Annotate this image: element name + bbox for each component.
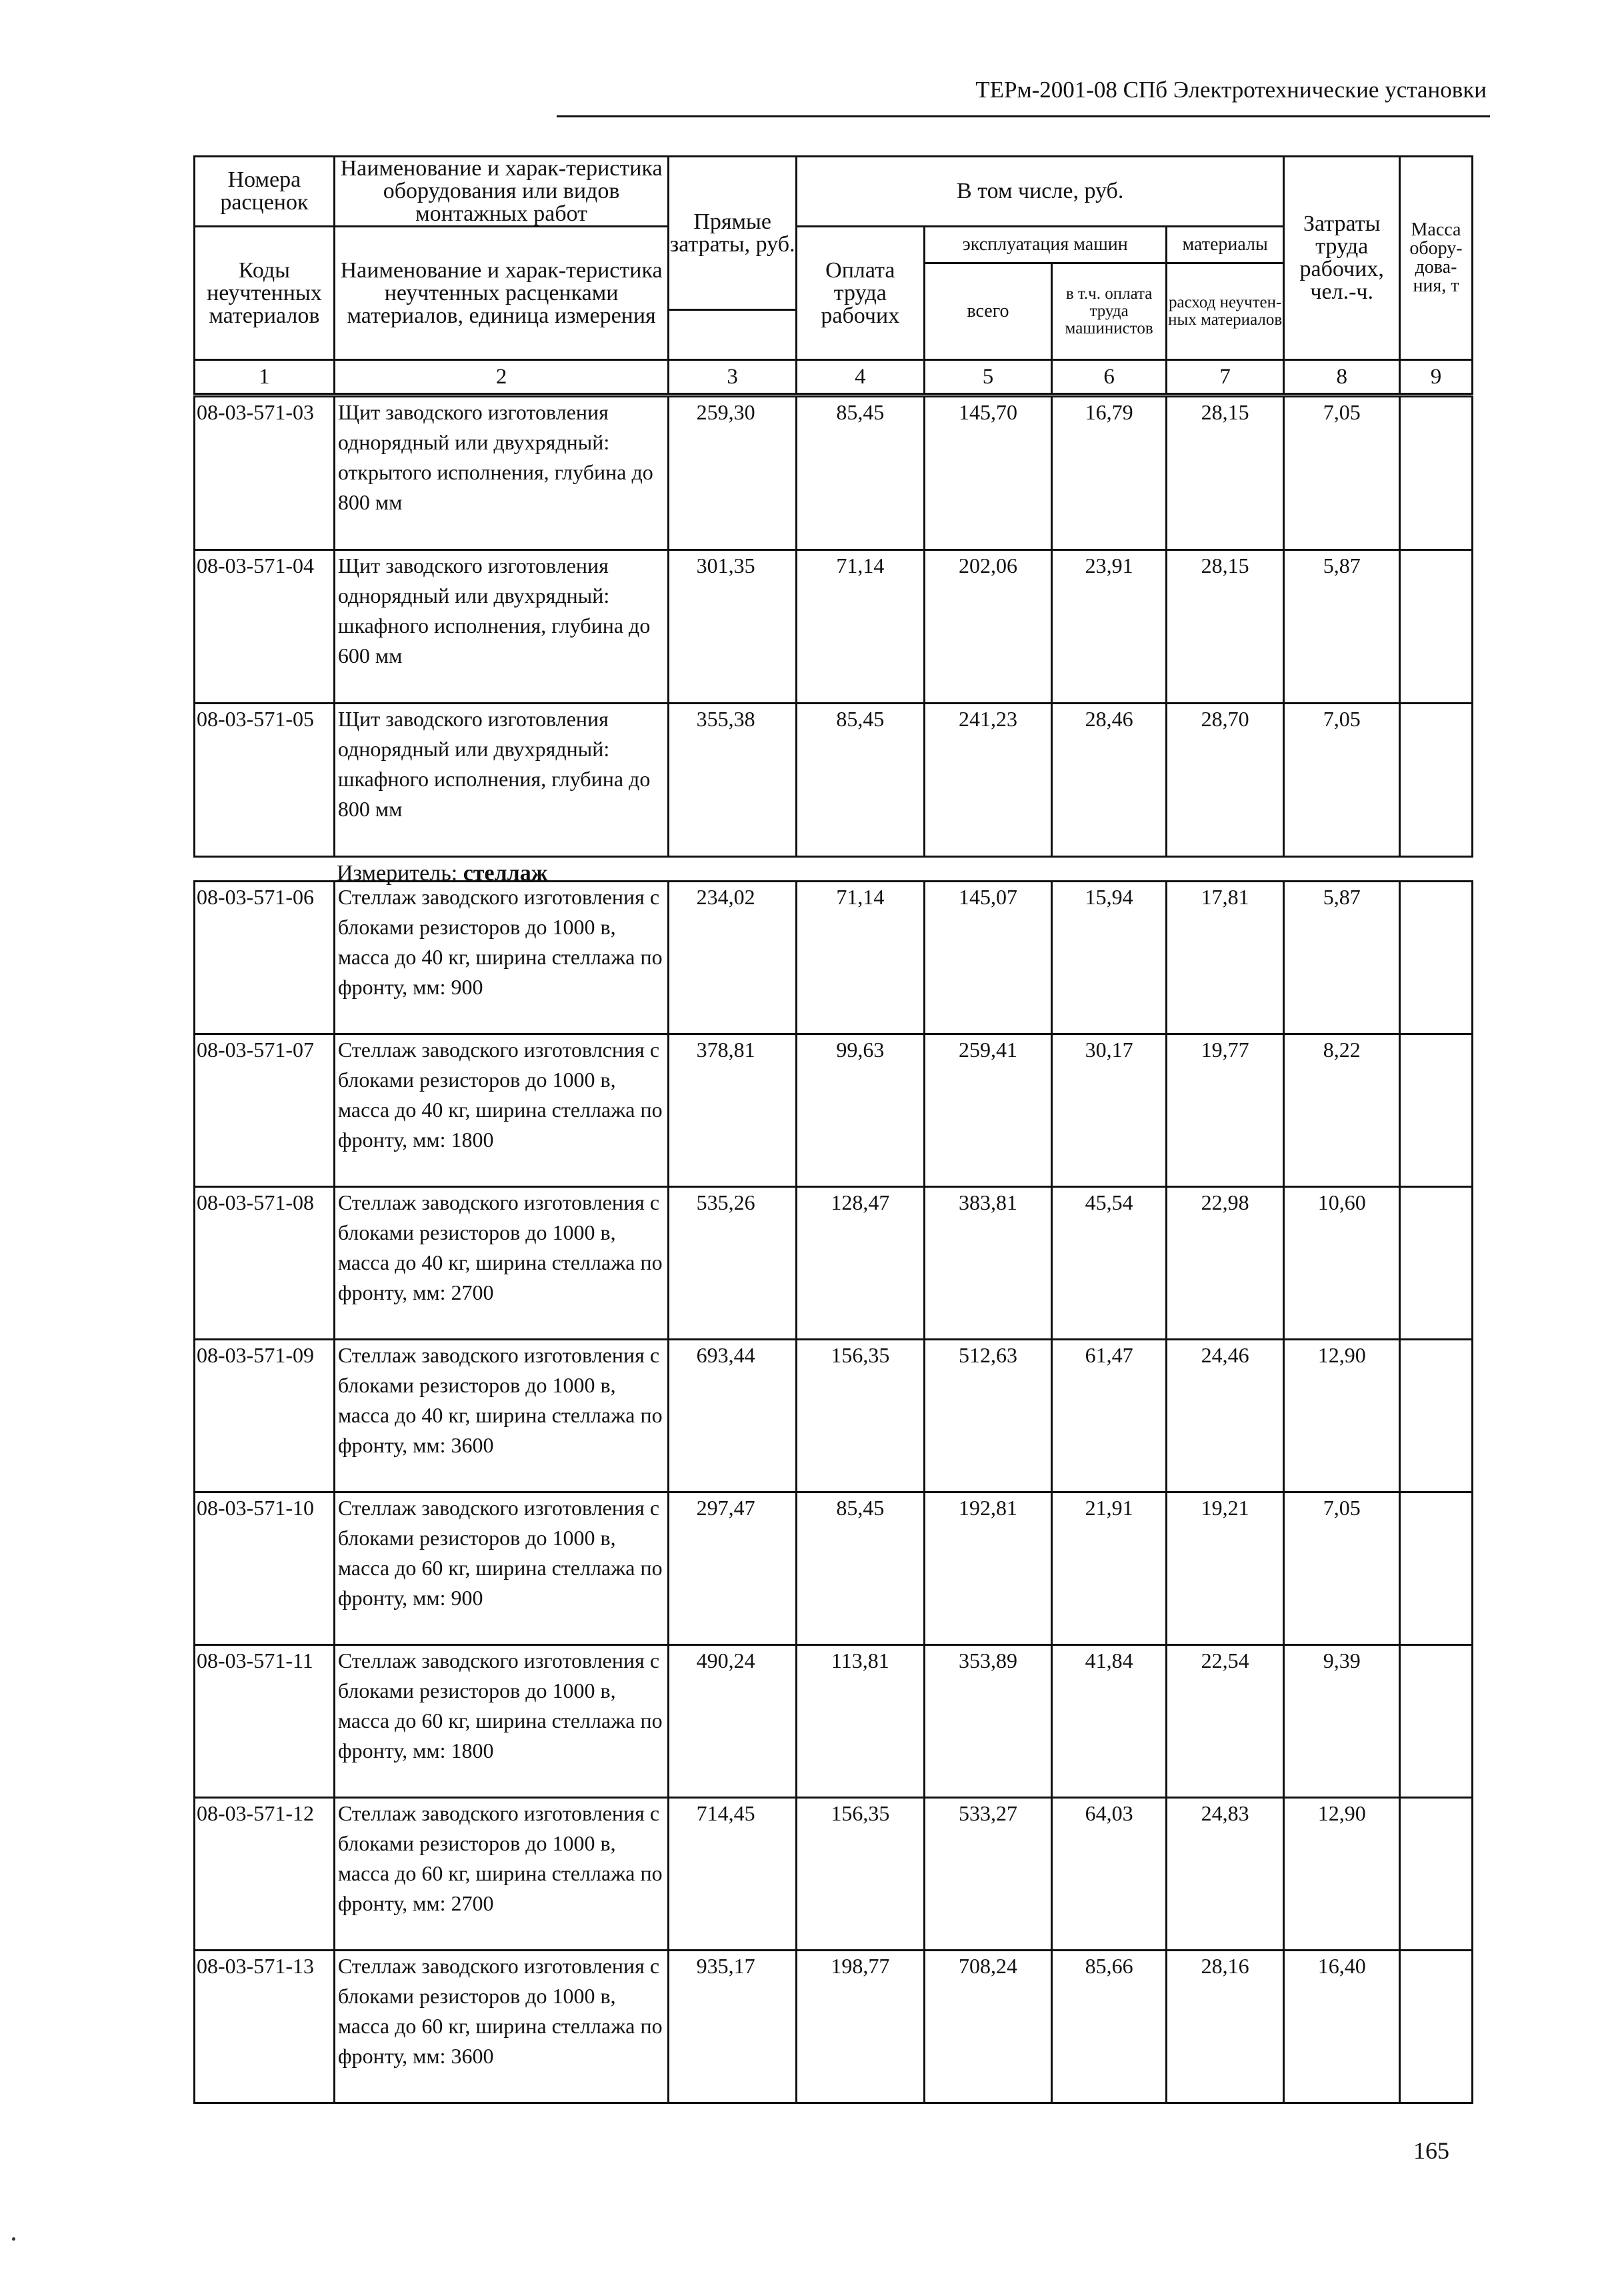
direct-costs-cell: 378,81	[669, 1034, 797, 1187]
direct-costs-cell: 490,24	[669, 1645, 797, 1798]
equipment-mass-cell	[1399, 882, 1472, 1034]
table-row	[195, 1340, 1473, 1492]
rate-code-cell: 08-03-571-05	[195, 704, 335, 857]
work-name-cell: Стеллаж заводского изготовления с блоками резисторов до 1000 в, масса до 40 кг, ширина стеллажа по фронту, мм: 2700	[334, 1187, 668, 1340]
operator-pay-cell: 16,79	[1052, 397, 1167, 550]
column-number: 8	[1284, 360, 1400, 394]
rate-code-cell: 08-03-571-07	[195, 1034, 335, 1187]
rate-code-cell: 08-03-571-09	[195, 1340, 335, 1492]
equipment-mass-cell	[1399, 1034, 1472, 1187]
operator-pay-cell: 15,94	[1052, 882, 1167, 1034]
equipment-mass-cell	[1399, 1340, 1472, 1492]
scan-speck	[12, 2237, 15, 2241]
labor-hours-cell: 12,90	[1284, 1798, 1400, 1951]
equipment-mass-cell	[1399, 1645, 1472, 1798]
rate-code-cell: 08-03-571-11	[195, 1645, 335, 1798]
table-row	[195, 1951, 1473, 2103]
table-body-racks	[193, 880, 1473, 2104]
rate-code-cell: 08-03-571-06	[195, 882, 335, 1034]
direct-costs-cell: 714,45	[669, 1798, 797, 1951]
header-rule	[557, 115, 1490, 117]
rate-code-cell: 08-03-571-03	[195, 397, 335, 550]
direct-costs-cell: 535,26	[669, 1187, 797, 1340]
measure-prefix: Измеритель:	[337, 861, 463, 886]
labor-pay-cell: 71,14	[796, 882, 924, 1034]
materials-cell: 17,81	[1166, 882, 1284, 1034]
column-number: 7	[1166, 360, 1284, 394]
machine-total-cell: 708,24	[924, 1951, 1052, 2103]
rate-code-cell: 08-03-571-08	[195, 1187, 335, 1340]
materials-cell: 22,98	[1166, 1187, 1284, 1340]
labor-hours-cell: 5,87	[1284, 882, 1400, 1034]
table-row	[195, 1645, 1473, 1798]
operator-pay-cell: 21,91	[1052, 1492, 1167, 1645]
header-work-name: Наименование и харак-теристика оборудования или видов монтажных работ	[334, 157, 668, 227]
operator-pay-cell: 61,47	[1052, 1340, 1167, 1492]
machine-total-cell: 145,07	[924, 882, 1052, 1034]
work-name-cell: Щит заводского изготовления однорядный или двухрядный: открытого исполнения, глубина до 800 мм	[334, 397, 668, 550]
machine-total-cell: 353,89	[924, 1645, 1052, 1798]
header-operator-pay: в т.ч. оплата труда машинистов	[1052, 263, 1167, 360]
operator-pay-cell: 28,46	[1052, 704, 1167, 857]
header-material-name: Наименование и харак-теристика неучтенных расценками материалов, единица измерения	[334, 227, 668, 360]
equipment-mass-cell	[1399, 550, 1472, 704]
labor-pay-cell: 71,14	[796, 550, 924, 704]
measure-value: стеллаж	[463, 861, 548, 886]
labor-hours-cell: 8,22	[1284, 1034, 1400, 1187]
direct-costs-cell: 935,17	[669, 1951, 797, 2103]
equipment-mass-cell	[1399, 1492, 1472, 1645]
equipment-mass-cell	[1399, 1798, 1472, 1951]
work-name-cell: Стеллаж заводского изготовления с блоками резисторов до 1000 в, масса до 60 кг, ширина стеллажа по фронту, мм: 2700	[334, 1798, 668, 1951]
materials-cell: 28,15	[1166, 550, 1284, 704]
labor-hours-cell: 9,39	[1284, 1645, 1400, 1798]
labor-pay-cell: 85,45	[796, 1492, 924, 1645]
page-number: 165	[1413, 2137, 1449, 2164]
labor-pay-cell: 156,35	[796, 1798, 924, 1951]
column-number: 9	[1399, 360, 1472, 394]
labor-pay-cell: 85,45	[796, 704, 924, 857]
labor-hours-cell: 5,87	[1284, 550, 1400, 704]
header-including: В том числе, руб.	[796, 157, 1283, 227]
table-row	[195, 1492, 1473, 1645]
rate-code-cell: 08-03-571-13	[195, 1951, 335, 2103]
operator-pay-cell: 23,91	[1052, 550, 1167, 704]
machine-total-cell: 383,81	[924, 1187, 1052, 1340]
header-labor-pay: Оплата труда рабочих	[796, 227, 924, 360]
work-name-cell: Стеллаж заводского изготовления с блоками резисторов до 1000 в, масса до 40 кг, ширина стеллажа по фронту, мм: 900	[334, 882, 668, 1034]
table-row	[195, 1034, 1473, 1187]
labor-hours-cell: 12,90	[1284, 1340, 1400, 1492]
operator-pay-cell: 45,54	[1052, 1187, 1167, 1340]
header-labor-hours: Затраты труда рабочих, чел.-ч.	[1284, 157, 1400, 360]
machine-total-cell: 512,63	[924, 1340, 1052, 1492]
labor-hours-cell: 16,40	[1284, 1951, 1400, 2103]
materials-cell: 28,70	[1166, 704, 1284, 857]
header-rate-numbers: Номера расценок	[195, 157, 335, 227]
labor-pay-cell: 113,81	[796, 1645, 924, 1798]
direct-costs-cell: 297,47	[669, 1492, 797, 1645]
labor-pay-cell: 156,35	[796, 1340, 924, 1492]
operator-pay-cell: 41,84	[1052, 1645, 1167, 1798]
table-row	[195, 882, 1473, 1034]
direct-costs-cell: 355,38	[669, 704, 797, 857]
rate-code-cell: 08-03-571-10	[195, 1492, 335, 1645]
table-row	[195, 550, 1473, 704]
table-row	[195, 1187, 1473, 1340]
column-number: 4	[796, 360, 924, 394]
rate-code-cell: 08-03-571-12	[195, 1798, 335, 1951]
work-name-cell: Щит заводского изготовления однорядный или двухрядный: шкафного исполнения, глубина до 600 мм	[334, 550, 668, 704]
header-blank	[669, 310, 797, 360]
equipment-mass-cell	[1399, 1187, 1472, 1340]
direct-costs-cell: 234,02	[669, 882, 797, 1034]
labor-hours-cell: 7,05	[1284, 1492, 1400, 1645]
operator-pay-cell: 30,17	[1052, 1034, 1167, 1187]
machine-total-cell: 202,06	[924, 550, 1052, 704]
labor-pay-cell: 128,47	[796, 1187, 924, 1340]
page-header-title: ТЕРм-2001-08 СПб Электротехнические установки	[975, 77, 1487, 103]
materials-cell: 19,21	[1166, 1492, 1284, 1645]
materials-cell: 28,15	[1166, 397, 1284, 550]
column-number: 2	[334, 360, 668, 394]
header-material-consumption: расход неучтен-ных материалов	[1166, 263, 1284, 360]
materials-cell: 24,46	[1166, 1340, 1284, 1492]
work-name-cell: Стеллаж заводского изготовления с блоками резисторов до 1000 в, масса до 60 кг, ширина стеллажа по фронту, мм: 3600	[334, 1951, 668, 2103]
work-name-cell: Стеллаж заводского изготовления с блоками резисторов до 1000 в, масса до 40 кг, ширина стеллажа по фронту, мм: 3600	[334, 1340, 668, 1492]
labor-pay-cell: 99,63	[796, 1034, 924, 1187]
column-number: 1	[195, 360, 335, 394]
operator-pay-cell: 85,66	[1052, 1951, 1167, 2103]
column-number: 5	[924, 360, 1052, 394]
equipment-mass-cell	[1399, 1951, 1472, 2103]
machine-total-cell: 533,27	[924, 1798, 1052, 1951]
direct-costs-cell: 259,30	[669, 397, 797, 550]
work-name-cell: Стеллаж заводского изготовления с блоками резисторов до 1000 в, масса до 60 кг, ширина стеллажа по фронту, мм: 1800	[334, 1645, 668, 1798]
labor-hours-cell: 10,60	[1284, 1187, 1400, 1340]
header-materials: материалы	[1166, 227, 1284, 263]
equipment-mass-cell	[1399, 397, 1472, 550]
materials-cell: 28,16	[1166, 1951, 1284, 2103]
header-machine-operation: эксплуатация машин	[924, 227, 1166, 263]
header-equipment-mass: Масса обору-дова-ния, т	[1399, 157, 1472, 360]
machine-total-cell: 192,81	[924, 1492, 1052, 1645]
table-body-shields	[193, 395, 1473, 858]
work-name-cell: Стеллаж заводского изготовлсния с блоками резисторов до 1000 в, масса до 40 кг, ширина стеллажа по фронту, мм: 1800	[334, 1034, 668, 1187]
materials-cell: 24,83	[1166, 1798, 1284, 1951]
machine-total-cell: 259,41	[924, 1034, 1052, 1187]
table-row	[195, 1798, 1473, 1951]
work-name-cell: Щит заводского изготовления однорядный или двухрядный: шкафного исполнения, глубина до 800 мм	[334, 704, 668, 857]
table-row	[195, 397, 1473, 550]
machine-total-cell: 241,23	[924, 704, 1052, 857]
column-number: 6	[1052, 360, 1167, 394]
operator-pay-cell: 64,03	[1052, 1798, 1167, 1951]
labor-hours-cell: 7,05	[1284, 397, 1400, 550]
table-header	[193, 155, 1473, 395]
rate-code-cell: 08-03-571-04	[195, 550, 335, 704]
labor-pay-cell: 198,77	[796, 1951, 924, 2103]
header-total: всего	[924, 263, 1052, 360]
materials-cell: 19,77	[1166, 1034, 1284, 1187]
header-material-codes: Коды неучтенных материалов	[195, 227, 335, 360]
column-number: 3	[669, 360, 797, 394]
direct-costs-cell: 693,44	[669, 1340, 797, 1492]
direct-costs-cell: 301,35	[669, 550, 797, 704]
machine-total-cell: 145,70	[924, 397, 1052, 550]
equipment-mass-cell	[1399, 704, 1472, 857]
materials-cell: 22,54	[1166, 1645, 1284, 1798]
header-direct-costs: Прямые затраты, руб.	[669, 157, 797, 310]
labor-hours-cell: 7,05	[1284, 704, 1400, 857]
table-row	[195, 704, 1473, 857]
labor-pay-cell: 85,45	[796, 397, 924, 550]
work-name-cell: Стеллаж заводского изготовления с блоками резисторов до 1000 в, масса до 60 кг, ширина стеллажа по фронту, мм: 900	[334, 1492, 668, 1645]
